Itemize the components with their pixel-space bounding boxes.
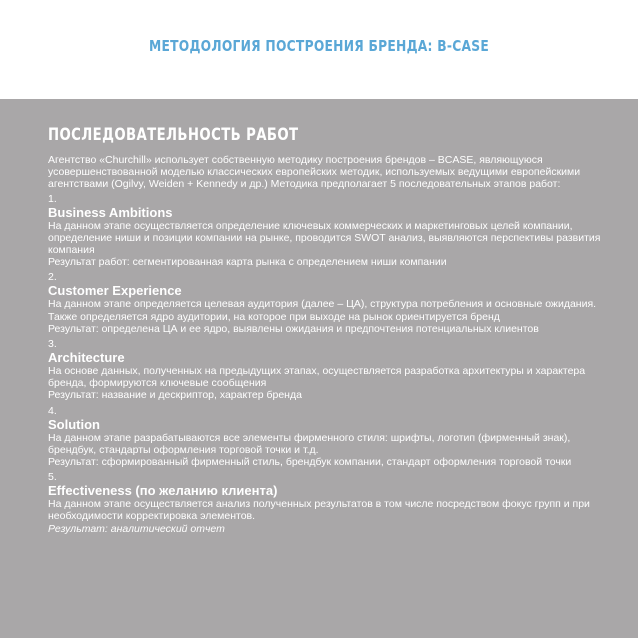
step-description: На основе данных, полученных на предыдущих этапах, осуществляется разработка архитектуры и характера бренда, формируются ключевые сообщения	[48, 365, 586, 390]
step-number: 3.	[48, 338, 57, 351]
step-result: Результат работ: сегментированная карта рынка с определением ниши компании	[48, 256, 447, 269]
step-title: Business Ambitions	[48, 204, 173, 220]
step-number: 1.	[48, 192, 57, 205]
step-1	[48, 194, 613, 269]
content-panel	[0, 99, 638, 638]
step-result: Результат: определена ЦА и ее ядро, выявлены ожидания и предпочтения потенциальных клиентов	[48, 322, 539, 335]
step-title: Solution	[48, 416, 100, 432]
step-title: Effectiveness (по желанию клиента)	[48, 483, 278, 499]
content-body	[48, 125, 613, 539]
step-5	[48, 472, 613, 535]
page-title: МЕТОДОЛОГИЯ ПОСТРОЕНИЯ БРЕНДА: B-CASE	[149, 37, 489, 55]
step-title: Architecture	[48, 350, 125, 366]
section-title: ПОСЛЕДОВАТЕЛЬНОСТЬ РАБОТ	[48, 125, 299, 145]
step-result: Результат: аналитический отчет	[48, 522, 225, 535]
step-2	[48, 272, 613, 335]
step-description: На данном этапе определяется целевая аудитория (далее – ЦА), структура потребления и основные ожидания. Также определяется ядро аудитории, на которое при выходе на рынок ориентируется бренд	[48, 298, 597, 323]
step-title: Customer Experience	[48, 283, 182, 299]
step-description: На данном этапе осуществляется определение ключевых коммерческих и маркетинговых целей компании, определение ниши и позиции компании на рынке, проводится SWOT анализ, выявляются перспективы развития компания	[48, 219, 601, 257]
step-description: На данном этапе разрабатываются все элементы фирменного стиля: шрифты, логотип (фирменный знак), брендбук, стандарты оформления торговой точки и т.д.	[48, 431, 571, 456]
step-3	[48, 339, 613, 402]
step-4	[48, 406, 613, 469]
intro-paragraph: Агентство «Churchill» использует собственную методику построения брендов – BCASE, являющуюся усовершенствованной моделью классических европейских методик, используемых ведущими европейскими агентствами (Ogilvy, Weiden + Kennedy и др.) Методика предполагает 5 последовательных этапов работ:	[48, 154, 581, 191]
step-number: 5.	[48, 471, 57, 484]
step-number: 2.	[48, 271, 57, 284]
step-number: 4.	[48, 404, 57, 417]
step-description: На данном этапе осуществляется анализ полученных результатов в том числе посредством фокус групп и при необходимости корректировка элементов.	[48, 498, 590, 523]
page-header	[0, 0, 638, 99]
step-result: Результат: сформированный фирменный стиль, брендбук компании, стандарт оформления торговой точки	[48, 456, 572, 469]
step-result: Результат: название и дескриптор, характер бренда	[48, 389, 302, 402]
